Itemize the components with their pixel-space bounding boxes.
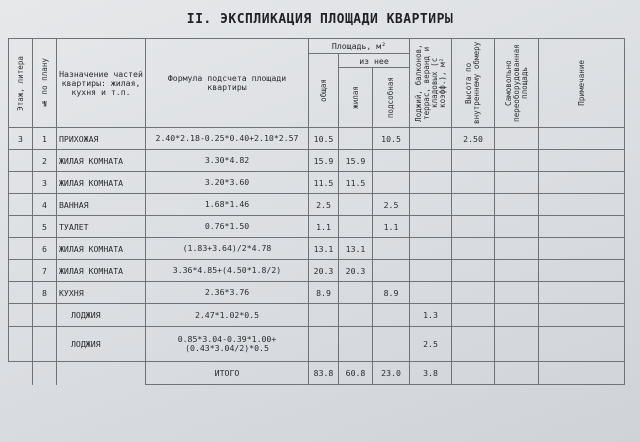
cell-aux: 8.9 bbox=[373, 282, 410, 304]
header-unauthorized: Самовольно переоборудованная площадь bbox=[503, 44, 529, 122]
cell-notes bbox=[539, 282, 625, 304]
cell-total: 2.5 bbox=[309, 194, 339, 216]
cell-aux bbox=[373, 304, 410, 327]
cell-total: 10.5 bbox=[309, 128, 339, 150]
cell-loggia bbox=[410, 150, 452, 172]
cell-plan-no: 3 bbox=[33, 172, 57, 194]
cell-room-name: ВАННАЯ bbox=[57, 194, 146, 216]
cell-living bbox=[339, 282, 373, 304]
cell-unauthorized bbox=[495, 172, 539, 194]
cell-room-name: ЖИЛАЯ КОМНАТА bbox=[57, 260, 146, 282]
header-height: Высота по внутреннему обмеру bbox=[464, 41, 482, 125]
cell-unauthorized bbox=[495, 327, 539, 362]
cell-plan-no: 1 bbox=[33, 128, 57, 150]
cell-floor bbox=[9, 194, 33, 216]
page-title: II. ЭКСПЛИКАЦИЯ ПЛОЩАДИ КВАРТИРЫ bbox=[186, 12, 454, 27]
cell-aux: 2.5 bbox=[373, 194, 410, 216]
header-plan-no: № по плану bbox=[39, 57, 49, 109]
cell-floor bbox=[9, 304, 33, 327]
cell-notes bbox=[539, 327, 625, 362]
cell-living bbox=[339, 216, 373, 238]
header-area-group: Площадь, м² bbox=[309, 39, 410, 54]
cell-room-name: КУХНЯ bbox=[57, 282, 146, 304]
cell-unauthorized bbox=[495, 194, 539, 216]
cell-aux bbox=[373, 238, 410, 260]
header-formula: Формула подсчета площади квартиры bbox=[146, 39, 309, 128]
cell-loggia bbox=[410, 260, 452, 282]
cell-aux: 10.5 bbox=[373, 128, 410, 150]
cell-living bbox=[339, 304, 373, 327]
totals-height bbox=[452, 362, 495, 385]
table-row bbox=[9, 150, 625, 172]
header-floor: Этаж, литера bbox=[15, 55, 25, 111]
cell-room-name: ЛОДЖИЯ bbox=[57, 327, 146, 362]
explication-table bbox=[8, 38, 625, 385]
cell-loggia: 2.5 bbox=[410, 327, 452, 362]
header-notes: Примечание bbox=[576, 60, 586, 106]
cell-floor bbox=[9, 172, 33, 194]
cell-floor bbox=[9, 260, 33, 282]
cell-formula: 1.68*1.46 bbox=[146, 194, 309, 216]
cell-plan-no: 2 bbox=[33, 150, 57, 172]
cell-notes bbox=[539, 304, 625, 327]
cell-formula: 3.20*3.60 bbox=[146, 172, 309, 194]
cell-formula: (1.83+3.64)/2*4.78 bbox=[146, 238, 309, 260]
cell-height bbox=[452, 260, 495, 282]
table-row bbox=[9, 238, 625, 260]
header-row-1 bbox=[9, 39, 625, 54]
cell-living bbox=[339, 194, 373, 216]
cell-total: 15.9 bbox=[309, 150, 339, 172]
cell-total bbox=[309, 327, 339, 362]
cell-height bbox=[452, 327, 495, 362]
table-row bbox=[9, 194, 625, 216]
cell-plan-no: 4 bbox=[33, 194, 57, 216]
totals-loggia: 3.8 bbox=[410, 362, 452, 385]
cell-room-name: ЖИЛАЯ КОМНАТА bbox=[57, 150, 146, 172]
header-living: жилая bbox=[350, 85, 360, 109]
totals-row bbox=[9, 362, 625, 385]
cell-height: 2.50 bbox=[452, 128, 495, 150]
table-row bbox=[9, 327, 625, 362]
cell-living: 11.5 bbox=[339, 172, 373, 194]
cell-height bbox=[452, 282, 495, 304]
cell-height bbox=[452, 238, 495, 260]
header-loggia: Лоджий, балконов, террас, веранд и кладовых (с коэфф.), м² bbox=[413, 44, 447, 122]
cell-total: 8.9 bbox=[309, 282, 339, 304]
table-row bbox=[9, 260, 625, 282]
header-of-which: из нее bbox=[339, 55, 409, 68]
cell-unauthorized bbox=[495, 304, 539, 327]
cell-plan-no: 8 bbox=[33, 282, 57, 304]
cell-total: 1.1 bbox=[309, 216, 339, 238]
totals-aux: 23.0 bbox=[373, 362, 410, 385]
cell-living: 15.9 bbox=[339, 150, 373, 172]
cell-room-name: ЖИЛАЯ КОМНАТА bbox=[57, 172, 146, 194]
cell-unauthorized bbox=[495, 260, 539, 282]
cell-room-name: ЖИЛАЯ КОМНАТА bbox=[57, 238, 146, 260]
header-total: общая bbox=[318, 79, 328, 102]
cell-height bbox=[452, 150, 495, 172]
cell-loggia bbox=[410, 282, 452, 304]
header-purpose: Назначение частей квартиры: жилая, кухня и т.п. bbox=[57, 39, 146, 128]
cell-total bbox=[309, 304, 339, 327]
cell-aux bbox=[373, 150, 410, 172]
cell-living: 13.1 bbox=[339, 238, 373, 260]
totals-living: 60.8 bbox=[339, 362, 373, 385]
cell-formula: 2.40*2.18-0.25*0.40+2.10*2.57 bbox=[146, 128, 309, 150]
cell-notes bbox=[539, 216, 625, 238]
cell-loggia bbox=[410, 172, 452, 194]
totals-label: ИТОГО bbox=[146, 362, 309, 385]
cell-floor: 3 bbox=[9, 128, 33, 150]
cell-aux bbox=[373, 172, 410, 194]
cell-unauthorized bbox=[495, 282, 539, 304]
cell-unauthorized bbox=[495, 216, 539, 238]
cell-floor bbox=[9, 238, 33, 260]
cell-formula: 2.36*3.76 bbox=[146, 282, 309, 304]
cell-formula: 3.36*4.85+(4.50*1.8/2) bbox=[146, 260, 309, 282]
table-row bbox=[9, 172, 625, 194]
cell-plan-no: 7 bbox=[33, 260, 57, 282]
cell-living bbox=[339, 128, 373, 150]
cell-living bbox=[339, 327, 373, 362]
cell-height bbox=[452, 172, 495, 194]
cell-notes bbox=[539, 128, 625, 150]
cell-height bbox=[452, 304, 495, 327]
cell-room-name: ЛОДЖИЯ bbox=[57, 304, 146, 327]
table-row bbox=[9, 216, 625, 238]
cell-floor bbox=[9, 216, 33, 238]
cell-formula: 0.76*1.50 bbox=[146, 216, 309, 238]
cell-aux bbox=[373, 260, 410, 282]
cell-unauthorized bbox=[495, 238, 539, 260]
cell-loggia: 1.3 bbox=[410, 304, 452, 327]
cell-notes bbox=[539, 260, 625, 282]
cell-notes bbox=[539, 238, 625, 260]
cell-aux: 1.1 bbox=[373, 216, 410, 238]
cell-notes bbox=[539, 172, 625, 194]
cell-plan-no bbox=[33, 327, 57, 362]
cell-formula: 2.47*1.02*0.5 bbox=[146, 304, 309, 327]
cell-unauthorized bbox=[495, 150, 539, 172]
totals-unauthorized bbox=[495, 362, 539, 385]
cell-total: 13.1 bbox=[309, 238, 339, 260]
table-row bbox=[9, 128, 625, 150]
cell-notes bbox=[539, 150, 625, 172]
cell-plan-no: 5 bbox=[33, 216, 57, 238]
totals-notes bbox=[539, 362, 625, 385]
cell-room-name: ТУАЛЕТ bbox=[57, 216, 146, 238]
cell-formula: 3.30*4.82 bbox=[146, 150, 309, 172]
cell-plan-no: 6 bbox=[33, 238, 57, 260]
cell-notes bbox=[539, 194, 625, 216]
totals-total: 83.8 bbox=[309, 362, 339, 385]
cell-room-name: ПРИХОЖАЯ bbox=[57, 128, 146, 150]
cell-loggia bbox=[410, 216, 452, 238]
cell-height bbox=[452, 216, 495, 238]
cell-unauthorized bbox=[495, 128, 539, 150]
cell-total: 20.3 bbox=[309, 260, 339, 282]
cell-living: 20.3 bbox=[339, 260, 373, 282]
cell-loggia bbox=[410, 238, 452, 260]
table-row bbox=[9, 282, 625, 304]
cell-floor bbox=[9, 150, 33, 172]
cell-height bbox=[452, 194, 495, 216]
cell-plan-no bbox=[33, 304, 57, 327]
cell-loggia bbox=[410, 128, 452, 150]
cell-loggia bbox=[410, 194, 452, 216]
cell-total: 11.5 bbox=[309, 172, 339, 194]
cell-formula: 0.85*3.04-0.39*1.00+(0.43*3.04/2)*0.5 bbox=[146, 327, 309, 362]
cell-floor bbox=[9, 282, 33, 304]
cell-aux bbox=[373, 327, 410, 362]
header-auxiliary: подсобная bbox=[386, 76, 396, 118]
table-row bbox=[9, 304, 625, 327]
cell-floor bbox=[9, 327, 33, 362]
